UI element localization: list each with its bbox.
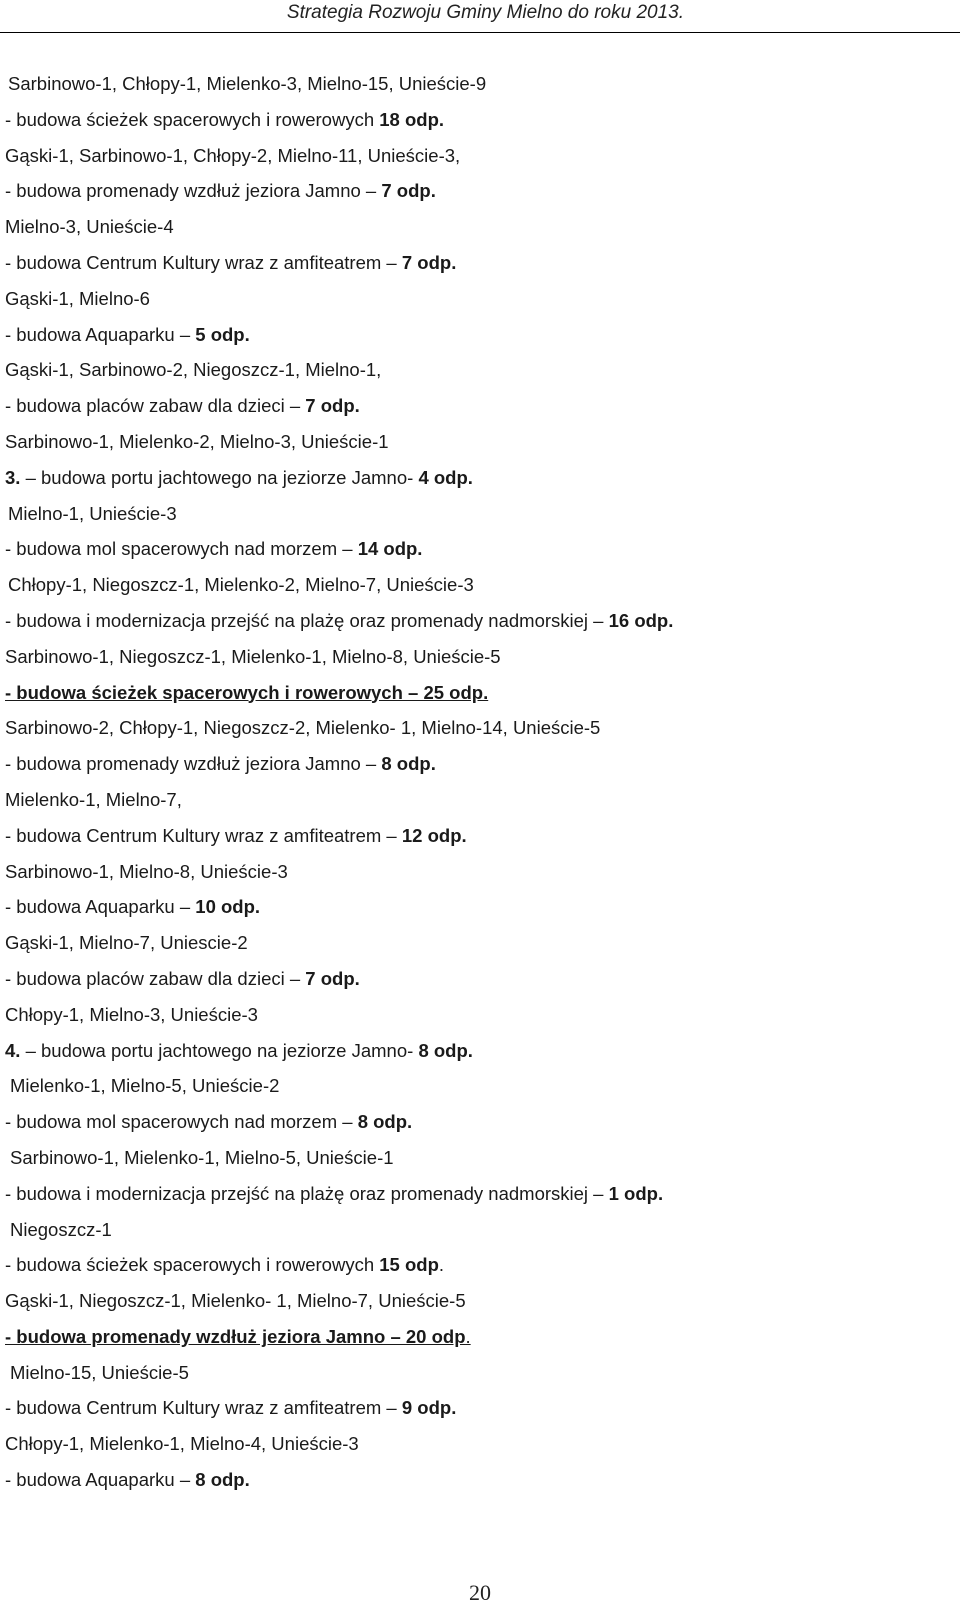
response-count: 10 odp.	[195, 896, 261, 918]
header-title: Strategia Rozwoju Gminy Mielno do roku 2013.	[286, 2, 684, 23]
locality-counts-line	[0, 66, 960, 102]
locality-counts-text: Chłopy-1, Niegoszcz-1, Mielenko-2, Mielno-7, Unieście-3	[8, 574, 474, 596]
locality-counts-line	[0, 1355, 960, 1391]
investment-line	[0, 531, 960, 567]
locality-counts-text: Gąski-1, Sarbinowo-2, Niegoszcz-1, Mielno-1,	[5, 359, 382, 381]
investment-line	[0, 889, 960, 925]
investment-line	[0, 1247, 960, 1283]
locality-counts-text: Chłopy-1, Mielno-3, Unieście-3	[5, 1003, 258, 1025]
investment-text: - budowa Centrum Kultury wraz z amfiteatrem –	[5, 251, 402, 273]
locality-counts-text: Mielenko-1, Mielno-7,	[5, 788, 182, 810]
locality-counts-text: Gąski-1, Mielno-6	[5, 287, 150, 309]
line-tail: .	[465, 1325, 471, 1347]
locality-counts-line	[0, 281, 960, 317]
investment-text: - budowa Aquaparku –	[5, 1469, 196, 1491]
investment-line	[0, 173, 960, 209]
response-count: 14 odp.	[357, 538, 423, 560]
investment-text: - budowa Aquaparku –	[5, 323, 196, 345]
priority-number: 4.	[5, 1039, 21, 1061]
investment-line	[0, 746, 960, 782]
investment-line	[0, 961, 960, 997]
response-count: 15 odp	[379, 1254, 439, 1276]
investment-text: - budowa ścieżek spacerowych i rowerowych	[5, 108, 380, 130]
investment-line	[0, 1462, 960, 1498]
investment-text: - budowa promenady wzdłuż jeziora Jamno –	[5, 180, 382, 202]
survey-results-list	[0, 66, 960, 1498]
locality-counts-line	[0, 1068, 960, 1104]
response-count: 9 odp.	[401, 1397, 457, 1419]
investment-text: - budowa Centrum Kultury wraz z amfiteatrem –	[5, 824, 402, 846]
investment-text: - budowa mol spacerowych nad morzem –	[5, 1111, 358, 1133]
investment-line	[0, 245, 960, 281]
locality-counts-text: Chłopy-1, Mielenko-1, Mielno-4, Unieście-3	[5, 1433, 359, 1455]
locality-counts-line	[0, 782, 960, 818]
emphasized-text: - budowa ścieżek spacerowych i rowerowych – 25 odp.	[5, 681, 489, 703]
response-count: 5 odp.	[195, 323, 250, 345]
response-count: 1 odp.	[608, 1182, 664, 1204]
locality-counts-text: Mielno-3, Unieście-4	[5, 216, 174, 238]
priority-number: 3.	[5, 466, 21, 488]
response-count: 8 odp.	[195, 1469, 250, 1491]
locality-counts-line	[0, 209, 960, 245]
locality-counts-line	[0, 1140, 960, 1176]
locality-counts-line	[0, 925, 960, 961]
locality-counts-text: Sarbinowo-1, Mielno-8, Unieście-3	[5, 860, 288, 882]
locality-counts-line	[0, 352, 960, 388]
investment-text: – budowa portu jachtowego na jeziorze Jamno-	[20, 466, 419, 488]
locality-counts-text: Mielno-15, Unieście-5	[10, 1361, 189, 1383]
investment-text: - budowa placów zabaw dla dzieci –	[5, 967, 306, 989]
locality-counts-text: Gąski-1, Niegoszcz-1, Mielenko- 1, Mielno-7, Unieście-5	[5, 1290, 466, 1312]
response-count: 16 odp.	[608, 609, 674, 631]
locality-counts-line	[0, 854, 960, 890]
investment-text: - budowa promenady wzdłuż jeziora Jamno –	[5, 753, 382, 775]
response-count: 7 odp.	[401, 251, 457, 273]
locality-counts-line	[0, 424, 960, 460]
response-count: 8 odp.	[381, 753, 436, 775]
locality-counts-line	[0, 1283, 960, 1319]
locality-counts-text: Mielno-1, Unieście-3	[8, 502, 177, 524]
investment-line	[0, 818, 960, 854]
investment-line	[0, 388, 960, 424]
response-count: 7 odp.	[305, 395, 360, 417]
response-count: 7 odp.	[381, 180, 436, 202]
locality-counts-line	[0, 710, 960, 746]
page-number: 20	[469, 1580, 491, 1605]
locality-counts-text: Niegoszcz-1	[10, 1218, 112, 1240]
investment-text: - budowa mol spacerowych nad morzem –	[5, 538, 358, 560]
locality-counts-line	[0, 567, 960, 603]
investment-line	[0, 1104, 960, 1140]
locality-counts-text: Mielenko-1, Mielno-5, Unieście-2	[10, 1075, 280, 1097]
locality-counts-text: Sarbinowo-1, Niegoszcz-1, Mielenko-1, Mielno-8, Unieście-5	[5, 645, 501, 667]
response-count: 8 odp.	[418, 1039, 473, 1061]
investment-line	[0, 102, 960, 138]
investment-text: - budowa i modernizacja przejść na plażę oraz promenady nadmorskiej –	[5, 1182, 609, 1204]
locality-counts-line	[0, 496, 960, 532]
locality-counts-text: Sarbinowo-1, Mielenko-1, Mielno-5, Unieście-1	[10, 1146, 394, 1168]
investment-text: - budowa ścieżek spacerowych i rowerowych	[5, 1254, 380, 1276]
investment-line	[0, 1176, 960, 1212]
response-count: 12 odp.	[401, 824, 467, 846]
response-count: 7 odp.	[305, 967, 360, 989]
priority-heading-line	[0, 460, 960, 496]
locality-counts-line	[0, 997, 960, 1033]
emphasized-investment-line	[0, 1319, 960, 1355]
locality-counts-line	[0, 639, 960, 675]
page-header	[0, 0, 960, 34]
locality-counts-text: Sarbinowo-1, Mielenko-2, Mielno-3, Unieście-1	[5, 430, 389, 452]
priority-heading-line	[0, 1033, 960, 1069]
response-count: 18 odp.	[379, 108, 445, 130]
investment-text: - budowa Aquaparku –	[5, 896, 196, 918]
locality-counts-text: Sarbinowo-2, Chłopy-1, Niegoszcz-2, Mielenko- 1, Mielno-14, Unieście-5	[5, 717, 601, 739]
line-tail: .	[438, 1254, 445, 1276]
investment-text: - budowa i modernizacja przejść na plażę oraz promenady nadmorskiej –	[5, 609, 609, 631]
investment-line	[0, 603, 960, 639]
investment-text: - budowa Centrum Kultury wraz z amfiteatrem –	[5, 1397, 402, 1419]
locality-counts-line	[0, 138, 960, 174]
investment-text: – budowa portu jachtowego na jeziorze Jamno-	[20, 1039, 419, 1061]
locality-counts-line	[0, 1212, 960, 1248]
locality-counts-text: Sarbinowo-1, Chłopy-1, Mielenko-3, Mielno-15, Unieście-9	[8, 73, 487, 94]
locality-counts-text: Gąski-1, Sarbinowo-1, Chłopy-2, Mielno-11, Unieście-3,	[5, 144, 461, 166]
response-count: 4 odp.	[418, 466, 473, 488]
investment-text: - budowa placów zabaw dla dzieci –	[5, 395, 306, 417]
response-count: 8 odp.	[357, 1111, 413, 1133]
emphasized-investment-line	[0, 675, 960, 711]
header-rule	[0, 32, 960, 33]
investment-line	[0, 1390, 960, 1426]
locality-counts-line	[0, 1426, 960, 1462]
emphasized-text: - budowa promenady wzdłuż jeziora Jamno – 20 odp	[5, 1325, 466, 1347]
investment-line	[0, 317, 960, 353]
locality-counts-text: Gąski-1, Mielno-7, Uniescie-2	[5, 932, 248, 954]
